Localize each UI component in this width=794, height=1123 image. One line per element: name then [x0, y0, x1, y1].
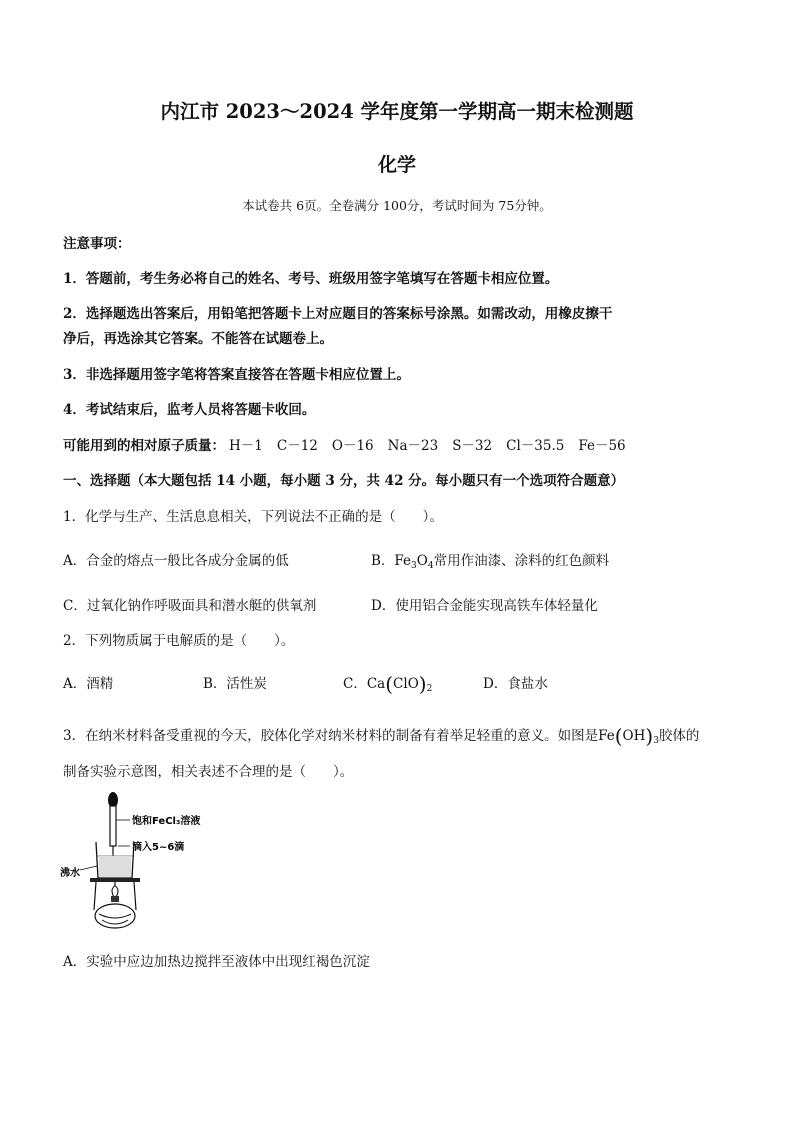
q1-option-b-label: B．: [371, 553, 395, 569]
mass-fe: Fe－56: [578, 438, 626, 454]
q1-formula-sub2: 4: [427, 561, 434, 571]
colloid-apparatus-figure: [60, 790, 230, 940]
q2-stem: 2．下列物质属于电解质的是（ ）。: [63, 633, 295, 649]
q1-option-c: C．过氧化钠作呼吸面具和潜水艇的供氧剂: [63, 598, 317, 614]
q3-formula-oh: OH: [622, 728, 646, 744]
atomic-mass-line: [63, 434, 640, 454]
beaker-icon: [96, 842, 134, 878]
q2-option-a: A．酒精: [63, 676, 114, 692]
notes-heading: 注意事项：: [63, 236, 131, 252]
mass-c: C－12: [276, 438, 318, 454]
mass-o: O－16: [331, 438, 374, 454]
note-item-1: 1．答题前，考生务必将自己的姓名、考号、班级用签字笔填写在答题卡相应位置。: [63, 271, 559, 287]
note-item-3: 3．非选择题用签字笔将答案直接答在答题卡相应位置上。: [63, 367, 410, 383]
mass-na: Na－23: [387, 438, 439, 454]
q2-option-c-label: C．: [343, 676, 367, 692]
q1-option-a: A．合金的熔点一般比各成分金属的低: [63, 553, 289, 569]
q1-formula-sub1: 3: [411, 561, 417, 571]
q3-stem-line2: 制备实验示意图，相关表述不合理的是（ ）。: [63, 764, 354, 780]
q1-option-d: D．使用铝合金能实现高铁车体轻量化: [371, 598, 598, 614]
mass-s: S－32: [452, 438, 493, 454]
q2-option-b: B．活性炭: [203, 676, 267, 692]
q1-option-b-text: 常用作油漆、涂料的红色颜料: [433, 553, 610, 569]
q3-option-a: A．实验中应边加热边搅拌至液体中出现红褐色沉淀: [63, 954, 370, 970]
q1-option-b: [371, 549, 609, 569]
section-heading: 一、选择题（本大题包括 14 小题，每小题 3 分，共 42 分。每小题只有一个选项符合题意）: [63, 473, 625, 489]
q2-formula-ca: Ca: [366, 676, 386, 692]
figure-label-fecl3: 饱和FeCl₃溶液: [132, 816, 201, 827]
q3-formula-sub: 3: [653, 736, 659, 746]
q2-formula-sub: 2: [426, 684, 433, 694]
atomic-mass-label: 可能用到的相对原子质量：: [63, 438, 225, 454]
alcohol-lamp-icon: [95, 886, 135, 928]
q2-option-d: D．食盐水: [483, 676, 548, 692]
exam-info: 本试卷共 6页。全卷满分 100分，考试时间为 75分钟。: [242, 198, 552, 213]
exam-title: 内江市 2023～2024 学年度第一学期高一期末检测题: [160, 100, 634, 123]
q1-formula-o: O: [416, 553, 428, 569]
figure-label-drops: 滴入5~6滴: [132, 842, 185, 853]
subject-title: 化学: [377, 154, 416, 176]
note-item-2-cont: 净后，再选涂其它答案。不能答在试题卷上。: [63, 331, 333, 347]
q3-stem-suffix: 胶体的: [658, 728, 700, 744]
q1-formula-fe: Fe: [394, 553, 412, 569]
q3-stem-line1: 3．在纳米材料备受重视的今天，胶体化学对纳米材料的制备有着举足轻重的意义。如图是$Fe(OH)_3$胶体的: [63, 724, 700, 748]
note-item-4: 4．考试结束后，监考人员将答题卡收回。: [63, 402, 316, 418]
mass-cl: Cl－35.5: [506, 438, 565, 454]
q3-stem-text: 3．在纳米材料备受重视的今天，胶体化学对纳米材料的制备有着举足轻重的意义。如图是: [63, 728, 599, 744]
figure-label-boiling-water: 沸水: [60, 868, 80, 879]
note-item-2: 2．选择题选出答案后，用铅笔把答题卡上对应题目的答案标号涂黑。如需改动，用橡皮擦干: [63, 306, 613, 322]
q2-option-c: C．$Ca(ClO)_2$: [343, 672, 433, 696]
mass-h: H－1: [229, 438, 263, 454]
q2-formula-clo: ClO: [393, 676, 419, 692]
q1-stem: 1．化学与生产、生活息息相关，下列说法不正确的是（ ）。: [63, 509, 443, 525]
q3-formula-fe: Fe: [598, 728, 615, 744]
